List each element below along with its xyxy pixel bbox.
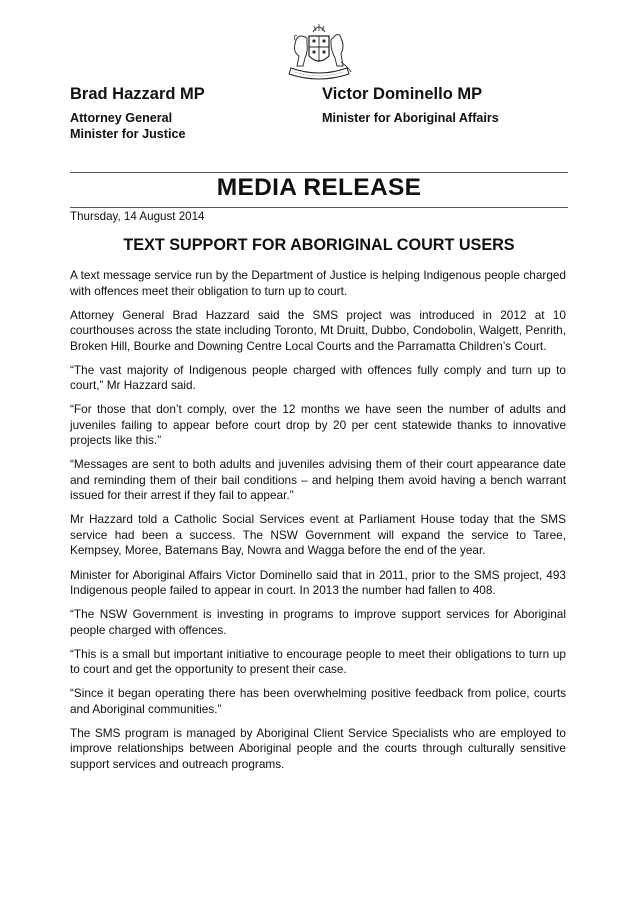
body-paragraph: “Since it began operating there has been overwhelming positive feedback from police, courts and Aboriginal communities.” [70, 686, 566, 716]
divider-top [70, 172, 568, 173]
body-paragraph: “This is a small but important initiative to encourage people to meet their obligations to turn up to court and get the opportunity to present their case. [70, 646, 566, 677]
minister-name-left: Brad Hazzard MP [70, 85, 205, 103]
minister-role-left-2: Minister for Justice [70, 127, 186, 141]
body-paragraph: “For those that don’t comply, over the 12 months we have seen the number of adults and juveniles failing to appear before court drop by 20 per cent statewide thanks to innovative projects like this.” [70, 402, 566, 448]
nsw-coat-of-arms-icon [283, 22, 355, 84]
minister-role-right-1: Minister for Aboriginal Affairs [322, 111, 499, 125]
release-title: MEDIA RELEASE [216, 174, 422, 201]
body-paragraph: Attorney General Brad Hazzard said the SMS project was introduced in 2012 at 10 courthouses across the state including Toronto, Mt Druitt, Dubbo, Condobolin, Walgett, Penrith, Broken Hill, Bourke and Downing Centre Local Courts and the Parramatta Children’s Court. [70, 307, 566, 353]
body-paragraph: The SMS program is managed by Aboriginal Client Service Specialists who are employed to improve relationships between Aboriginal people and the courts through culturally sensitive support services and outreach programs. [70, 725, 566, 771]
body-paragraph: “The vast majority of Indigenous people charged with offences fully comply and turn up to court,” Mr Hazzard said. [70, 362, 566, 393]
divider-bottom [70, 207, 568, 208]
minister-role-left-1: Attorney General [70, 111, 173, 125]
release-body [70, 268, 566, 781]
body-paragraph: A text message service run by the Department of Justice is helping Indigenous people charged with offences meet their obligation to turn up to court. [70, 268, 566, 298]
minister-block-right [322, 84, 499, 126]
minister-name-right: Victor Dominello MP [322, 85, 483, 103]
body-paragraph: “Messages are sent to both adults and juveniles advising them of their court appearance date and reminding them of their bail conditions – and helping them avoid having a bench warrant issued for their arrest if they fail to appear.” [70, 457, 566, 503]
minister-block-left [70, 84, 205, 142]
headline: TEXT SUPPORT FOR ABORIGINAL COURT USERS [123, 236, 515, 254]
body-paragraph: Minister for Aboriginal Affairs Victor Dominello said that in 2011, prior to the SMS project, 493 Indigenous people failed to appear in court. In 2013 the number had fallen to 408. [70, 567, 566, 598]
release-date: Thursday, 14 August 2014 [70, 210, 205, 223]
body-paragraph: “The NSW Government is investing in programs to improve support services for Aboriginal people charged with offences. [70, 607, 566, 637]
body-paragraph: Mr Hazzard told a Catholic Social Services event at Parliament House today that the SMS service had been a success. The NSW Government will expand the service to Taree, Kempsey, Moree, Batemans Bay, Nowra and Wagga before the end of the year. [70, 512, 566, 558]
